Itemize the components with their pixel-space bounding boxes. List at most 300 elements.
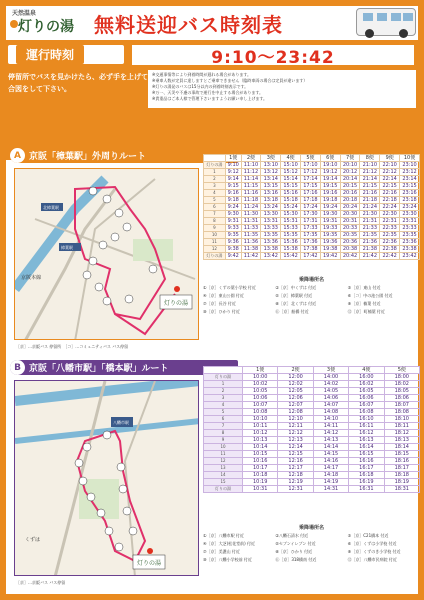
time-cell: 10:17 (243, 465, 278, 472)
time-cell: 18:13 (384, 437, 419, 444)
svg-text:樟葉駅: 樟葉駅 (61, 245, 73, 250)
stops-a-grid (203, 285, 420, 315)
time-cell: 15:30 (281, 211, 301, 218)
row-label: 11 (204, 239, 226, 246)
time-cell: 12:17 (278, 465, 313, 472)
stops-a (203, 274, 420, 315)
time-cell: 23:42 (400, 253, 420, 260)
time-cell: 14:06 (313, 395, 348, 402)
time-cell: 16:02 (349, 381, 384, 388)
row-label: 5 (204, 409, 243, 416)
time-cell: 11:31 (241, 218, 261, 225)
table-row (204, 218, 420, 225)
stop-item: ⑨［京］くずのき小学校 付近 (347, 549, 401, 554)
time-cell: 17:15 (301, 183, 321, 190)
page-title: 無料送迎バス時刻表 (94, 13, 283, 37)
time-cell: 14:11 (313, 423, 348, 430)
time-cell: 22:12 (380, 169, 400, 176)
time-cell: 15:33 (281, 225, 301, 232)
time-cell: 20:14 (340, 176, 360, 183)
column-header: 2便 (241, 155, 261, 162)
row-label: 1 (204, 169, 226, 176)
time-cell: 12:00 (278, 374, 313, 381)
time-cell: 14:16 (313, 458, 348, 465)
time-cell: 17:35 (301, 232, 321, 239)
table-row (204, 197, 420, 204)
table-row (204, 381, 420, 388)
time-cell: 9:33 (225, 225, 241, 232)
time-cell: 9:30 (225, 211, 241, 218)
table-row (204, 162, 420, 169)
time-cell: 14:08 (313, 409, 348, 416)
time-cell: 22:33 (380, 225, 400, 232)
time-cell: 18:10 (384, 416, 419, 423)
time-cell: 22:31 (380, 218, 400, 225)
logo-small-text: 天然温泉 (12, 10, 37, 17)
time-cell: 21:18 (360, 197, 380, 204)
stop-item: ②［京］中くずは 付近 (275, 285, 317, 290)
table-row (204, 239, 420, 246)
time-cell: 12:13 (278, 437, 313, 444)
corner-cell (204, 367, 243, 374)
stop-item: ⑧［京］ひかり 付近 (275, 549, 313, 554)
row-label: 灯りの湯 (204, 162, 226, 169)
time-cell: 14:15 (313, 451, 348, 458)
time-cell: 17:12 (301, 169, 321, 176)
time-cell: 21:42 (360, 253, 380, 260)
stop-item: ⑫［京］町楠葉 付近 (347, 309, 385, 314)
time-cell: 10:14 (243, 444, 278, 451)
time-cell: 22:15 (380, 183, 400, 190)
row-label: 8 (204, 218, 226, 225)
time-cell: 20:30 (340, 211, 360, 218)
time-cell: 13:18 (261, 197, 281, 204)
time-cell: 20:12 (340, 169, 360, 176)
svg-text:灯りの湯: 灯りの湯 (137, 560, 162, 567)
time-cell: 19:12 (320, 169, 340, 176)
time-cell: 14:07 (313, 402, 348, 409)
table-row (204, 388, 420, 395)
time-cell: 13:31 (261, 218, 281, 225)
row-label: 9 (204, 437, 243, 444)
table-row (204, 430, 420, 437)
svg-text:くずは: くずは (25, 537, 41, 543)
time-cell: 18:14 (384, 444, 419, 451)
svg-text:八幡市駅: 八幡市駅 (113, 420, 129, 425)
time-cell: 9:18 (225, 197, 241, 204)
column-header: 8便 (360, 155, 380, 162)
time-cell: 22:38 (380, 246, 400, 253)
time-cell: 11:24 (241, 204, 261, 211)
time-cell: 10:00 (243, 374, 278, 381)
time-cell: 9:16 (225, 190, 241, 197)
stop-item: ⑤［京］樟葉駅 付近 (275, 293, 313, 298)
time-cell: 20:38 (340, 246, 360, 253)
column-header: 1便 (225, 155, 241, 162)
table-row (204, 465, 420, 472)
time-cell: 17:14 (301, 176, 321, 183)
table-row (204, 451, 420, 458)
time-cell: 22:16 (380, 190, 400, 197)
time-cell: 11:33 (241, 225, 261, 232)
stop-item: ⑩［京］ひかり 付近 (203, 309, 240, 314)
time-cell: 17:18 (301, 197, 321, 204)
stop-item: ③［京］C21橋本 付近 (347, 533, 389, 538)
time-cell: 12:31 (278, 486, 313, 493)
time-cell: 16:31 (349, 486, 384, 493)
column-header: 6便 (320, 155, 340, 162)
time-cell: 15:10 (281, 162, 301, 169)
route-map-b (15, 381, 199, 576)
time-cell: 20:15 (340, 183, 360, 190)
table-row (204, 190, 420, 197)
time-cell: 23:10 (400, 162, 420, 169)
time-cell: 19:24 (320, 204, 340, 211)
row-label: 2 (204, 176, 226, 183)
time-cell: 13:10 (261, 162, 281, 169)
time-cell: 22:36 (380, 239, 400, 246)
time-cell: 15:31 (281, 218, 301, 225)
time-cell: 9:15 (225, 183, 241, 190)
time-cell: 14:14 (313, 444, 348, 451)
time-cell: 9:42 (225, 253, 241, 260)
table-row (204, 444, 420, 451)
table-row (204, 204, 420, 211)
table-row (204, 374, 420, 381)
time-cell: 14:18 (313, 472, 348, 479)
stop-item: ⑩［京］八幡小学校前 付近 (203, 557, 252, 562)
time-cell: 21:31 (360, 218, 380, 225)
hours-label: 運行時刻 (16, 45, 84, 64)
time-cell: 22:35 (380, 232, 400, 239)
time-cell: 23:12 (400, 169, 420, 176)
time-cell: 9:12 (225, 169, 241, 176)
section-a (6, 148, 418, 356)
stop-item: ⑧［京］北くずは 付近 (275, 301, 317, 306)
column-header: 9便 (380, 155, 400, 162)
time-cell: 22:30 (380, 211, 400, 218)
time-cell: 10:13 (243, 437, 278, 444)
row-label: 13 (204, 465, 243, 472)
stop-item: ①［京］八幡市駅 付近 (203, 533, 244, 538)
time-cell: 16:10 (349, 416, 384, 423)
hours-label-box (8, 45, 124, 64)
table-row (204, 479, 420, 486)
time-cell: 20:16 (340, 190, 360, 197)
time-cell: 22:42 (380, 253, 400, 260)
time-cell: 17:33 (301, 225, 321, 232)
svg-text:北樟葉駅: 北樟葉駅 (43, 205, 59, 210)
column-header: 3便 (313, 367, 348, 374)
time-cell: 19:35 (320, 232, 340, 239)
time-cell: 9:24 (225, 204, 241, 211)
time-cell: 12:05 (278, 388, 313, 395)
time-cell: 11:10 (241, 162, 261, 169)
time-cell: 20:33 (340, 225, 360, 232)
stop-item: ②八幡石清水 付近 (275, 533, 309, 538)
time-cell: 18:19 (384, 479, 419, 486)
time-cell: 14:13 (313, 437, 348, 444)
time-cell: 18:15 (384, 451, 419, 458)
timetable-a (203, 154, 420, 260)
stop-item: ⑫［京］八幡市民病院 付近 (347, 557, 397, 562)
time-cell: 13:24 (261, 204, 281, 211)
time-cell: 23:38 (400, 246, 420, 253)
time-cell: 11:30 (241, 211, 261, 218)
time-cell: 15:35 (281, 232, 301, 239)
row-label: 8 (204, 430, 243, 437)
notes-box: ※交通事情等により到着時間が遅れる場合があります。 ※乗車人数が定員に達しますとご乗車できません（臨時車両の場合は定員が違います） ※灯りの湯発のバスは15分以内の到着時刻表示です。 ※万一、天災や不慮の事故で運行を中止する場合があります。 ※貴重品はご本人様で管理下さいますようお願い申し上げます。 (148, 70, 416, 108)
table-row (204, 211, 420, 218)
time-cell: 9:38 (225, 246, 241, 253)
stop-item: ⑥［コ］中の池公園 付近 (347, 293, 393, 298)
time-cell: 10:05 (243, 388, 278, 395)
time-cell: 17:10 (301, 162, 321, 169)
time-cell: 11:18 (241, 197, 261, 204)
row-label: 12 (204, 246, 226, 253)
time-cell: 17:30 (301, 211, 321, 218)
time-cell: 23:15 (400, 183, 420, 190)
time-cell: 11:35 (241, 232, 261, 239)
row-label: 4 (204, 190, 226, 197)
stops-b (203, 522, 420, 563)
time-cell: 10:12 (243, 430, 278, 437)
hours-value: 9:10〜23:42 (132, 45, 414, 65)
row-label: 3 (204, 395, 243, 402)
time-cell: 13:35 (261, 232, 281, 239)
time-cell: 10:06 (243, 395, 278, 402)
time-cell: 20:31 (340, 218, 360, 225)
time-cell: 12:15 (278, 451, 313, 458)
map-a-legend: ［京］…京阪バス 停留所 ［コ］…コミュニティバス バス停留 (16, 344, 129, 349)
svg-text:京阪本線: 京阪本線 (21, 275, 42, 281)
time-cell: 13:16 (261, 190, 281, 197)
time-cell: 19:15 (320, 183, 340, 190)
stops-a-heading: 乗降場所名 (298, 277, 324, 283)
time-cell: 18:18 (384, 472, 419, 479)
time-cell: 21:10 (360, 162, 380, 169)
time-cell: 11:38 (241, 246, 261, 253)
time-cell: 19:18 (320, 197, 340, 204)
time-cell: 18:07 (384, 402, 419, 409)
time-cell: 15:16 (281, 190, 301, 197)
table-row (204, 472, 420, 479)
time-cell: 21:38 (360, 246, 380, 253)
time-cell: 23:14 (400, 176, 420, 183)
time-cell: 11:36 (241, 239, 261, 246)
time-cell: 20:10 (340, 162, 360, 169)
time-cell: 20:42 (340, 253, 360, 260)
time-cell: 18:11 (384, 423, 419, 430)
logo-main-text: 灯りの湯 (18, 19, 74, 35)
time-cell: 11:12 (241, 169, 261, 176)
time-cell: 21:35 (360, 232, 380, 239)
time-cell: 13:30 (261, 211, 281, 218)
table-row (204, 169, 420, 176)
stop-item: ③［京］東山 付近 (347, 285, 381, 290)
time-cell: 21:30 (360, 211, 380, 218)
table-row (204, 232, 420, 239)
time-cell: 13:15 (261, 183, 281, 190)
time-cell: 22:18 (380, 197, 400, 204)
table-row (204, 183, 420, 190)
header (6, 6, 418, 40)
row-label: 7 (204, 423, 243, 430)
row-label: 12 (204, 458, 243, 465)
time-cell: 16:13 (349, 437, 384, 444)
time-cell: 18:12 (384, 430, 419, 437)
time-cell: 9:31 (225, 218, 241, 225)
stop-item: ④［京］東山公園 付近 (203, 293, 244, 298)
row-label: 14 (204, 472, 243, 479)
time-cell: 10:18 (243, 472, 278, 479)
time-cell: 10:19 (243, 479, 278, 486)
column-header: 7便 (340, 155, 360, 162)
timetable-b (203, 366, 420, 493)
stop-item: ⑥［京］くずは小学校 付近 (347, 541, 397, 546)
time-cell: 18:31 (384, 486, 419, 493)
time-cell: 15:36 (281, 239, 301, 246)
time-cell: 21:12 (360, 169, 380, 176)
row-label: 5 (204, 197, 226, 204)
time-cell: 16:05 (349, 388, 384, 395)
stop-item: ⑪［京］船橋 付近 (275, 309, 309, 314)
time-cell: 12:06 (278, 395, 313, 402)
section-a-letter: A (10, 148, 25, 163)
time-cell: 17:38 (301, 246, 321, 253)
time-cell: 20:24 (340, 204, 360, 211)
map-b (14, 380, 199, 576)
row-label: 3 (204, 183, 226, 190)
time-cell: 10:15 (243, 451, 278, 458)
row-label: 10 (204, 444, 243, 451)
stops-b-grid (203, 533, 420, 563)
time-cell: 15:14 (281, 176, 301, 183)
time-cell: 19:10 (320, 162, 340, 169)
column-header: 3便 (261, 155, 281, 162)
time-cell: 10:31 (243, 486, 278, 493)
column-header: 4便 (349, 367, 384, 374)
table-row (204, 246, 420, 253)
time-cell: 21:33 (360, 225, 380, 232)
table-row (204, 458, 420, 465)
table-row (204, 416, 420, 423)
time-cell: 12:08 (278, 409, 313, 416)
table-row (204, 225, 420, 232)
time-cell: 14:31 (313, 486, 348, 493)
time-cell: 11:14 (241, 176, 261, 183)
time-cell: 22:14 (380, 176, 400, 183)
stop-item: ⑦［京］美濃山 付近 (203, 549, 240, 554)
row-label: 9 (204, 225, 226, 232)
row-label: 灯りの湯 (204, 374, 243, 381)
logo (8, 8, 78, 38)
time-cell: 21:36 (360, 239, 380, 246)
time-cell: 12:10 (278, 416, 313, 423)
time-cell: 18:16 (384, 458, 419, 465)
time-cell: 13:38 (261, 246, 281, 253)
time-cell: 19:36 (320, 239, 340, 246)
svg-text:灯りの湯: 灯りの湯 (164, 300, 189, 307)
route-map-a (15, 169, 199, 340)
time-cell: 20:35 (340, 232, 360, 239)
table-row (204, 395, 420, 402)
time-cell: 9:10 (225, 162, 241, 169)
column-header: 5便 (301, 155, 321, 162)
column-header: 4便 (281, 155, 301, 162)
stops-b-heading: 乗降場所名 (298, 525, 324, 531)
time-cell: 10:11 (243, 423, 278, 430)
time-cell: 15:38 (281, 246, 301, 253)
bus-icon (356, 8, 416, 36)
time-cell: 21:24 (360, 204, 380, 211)
table-row (204, 437, 420, 444)
time-cell: 12:18 (278, 472, 313, 479)
time-cell: 16:16 (349, 458, 384, 465)
time-cell: 16:14 (349, 444, 384, 451)
time-cell: 23:18 (400, 197, 420, 204)
section-b (6, 360, 418, 596)
time-cell: 12:12 (278, 430, 313, 437)
time-cell: 10:08 (243, 409, 278, 416)
row-label: 4 (204, 402, 243, 409)
time-cell: 19:16 (320, 190, 340, 197)
table-row (204, 402, 420, 409)
section-a-title: 京阪「樟葉駅」外周りルート (29, 152, 147, 162)
time-cell: 12:14 (278, 444, 313, 451)
time-cell: 17:42 (301, 253, 321, 260)
time-cell: 23:33 (400, 225, 420, 232)
time-cell: 19:38 (320, 246, 340, 253)
corner-cell (204, 155, 226, 162)
time-cell: 19:30 (320, 211, 340, 218)
stop-item: ①［京］くずの葉小学校 付近 (203, 285, 256, 290)
time-cell: 20:18 (340, 197, 360, 204)
time-cell: 23:35 (400, 232, 420, 239)
column-header: 2便 (278, 367, 313, 374)
time-cell: 13:33 (261, 225, 281, 232)
time-cell: 23:31 (400, 218, 420, 225)
time-cell: 18:00 (384, 374, 419, 381)
row-label: 6 (204, 416, 243, 423)
stop-item: ⑪［京］318橋南 付近 (275, 557, 317, 562)
time-cell: 16:08 (349, 409, 384, 416)
time-cell: 13:14 (261, 176, 281, 183)
time-cell: 14:12 (313, 430, 348, 437)
time-cell: 19:42 (320, 253, 340, 260)
table-row (204, 253, 420, 260)
sun-icon (10, 20, 18, 28)
section-b-letter: B (10, 360, 25, 375)
map-a (14, 168, 199, 340)
time-cell: 10:16 (243, 458, 278, 465)
time-cell: 12:07 (278, 402, 313, 409)
time-cell: 16:18 (349, 472, 384, 479)
time-cell: 14:02 (313, 381, 348, 388)
time-cell: 12:16 (278, 458, 313, 465)
time-cell: 13:42 (261, 253, 281, 260)
column-header: 10便 (400, 155, 420, 162)
time-cell: 11:15 (241, 183, 261, 190)
time-cell: 18:02 (384, 381, 419, 388)
row-label: 1 (204, 381, 243, 388)
time-cell: 16:06 (349, 395, 384, 402)
row-label: 灯りの湯 (204, 253, 226, 260)
time-cell: 12:11 (278, 423, 313, 430)
time-cell: 23:30 (400, 211, 420, 218)
time-cell: 14:05 (313, 388, 348, 395)
map-b-legend: ［京］…京阪バス バス停留 (16, 580, 66, 585)
